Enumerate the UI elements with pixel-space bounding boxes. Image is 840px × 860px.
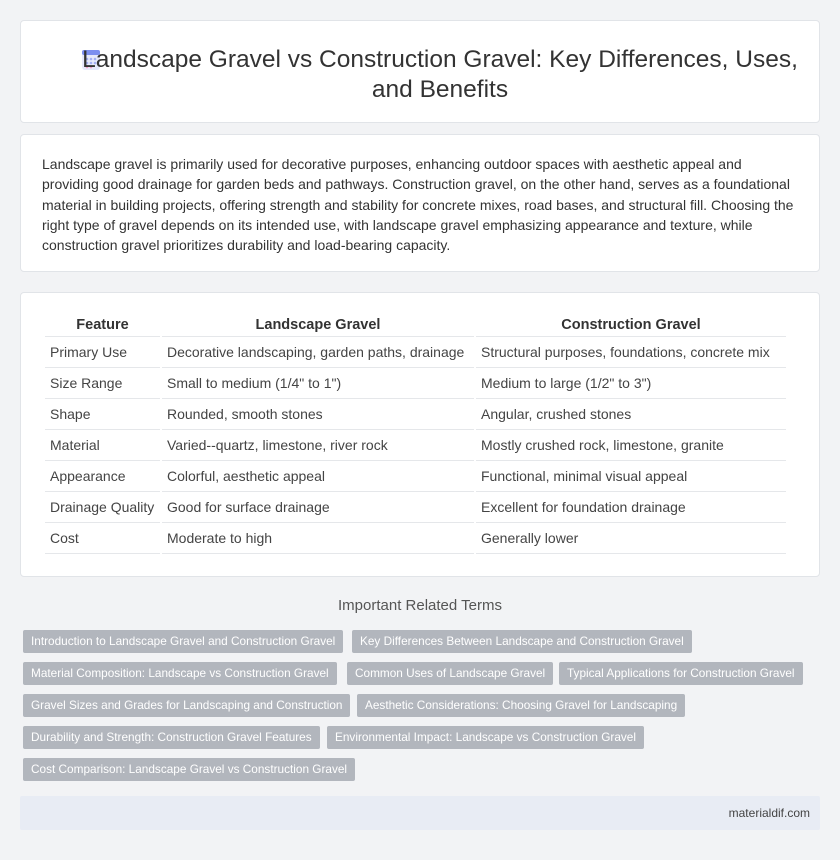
table-row: [45, 523, 786, 554]
table-cell: Medium to large (1/2" to 3"): [476, 368, 786, 399]
table-cell: Colorful, aesthetic appeal: [162, 461, 474, 492]
related-term-tag[interactable]: Common Uses of Landscape Gravel: [347, 662, 553, 685]
table-cell: Drainage Quality: [45, 492, 160, 523]
related-term-tag[interactable]: Cost Comparison: Landscape Gravel vs Construction Gravel: [23, 758, 355, 781]
table-row: [45, 337, 786, 368]
related-term-tag[interactable]: Introduction to Landscape Gravel and Construction Gravel: [23, 630, 343, 653]
table-cell: Size Range: [45, 368, 160, 399]
title-card: [20, 20, 820, 123]
table-cell: Appearance: [45, 461, 160, 492]
table-cell: Shape: [45, 399, 160, 430]
table-cell: Varied--quartz, limestone, river rock: [162, 430, 474, 461]
related-term-tag[interactable]: Material Composition: Landscape vs Construction Gravel: [23, 662, 337, 685]
page-title: Landscape Gravel vs Construction Gravel: Key Differences, Uses, and Benefits: [82, 46, 798, 103]
related-term-tag[interactable]: Aesthetic Considerations: Choosing Gravel for Landscaping: [357, 694, 685, 717]
table-cell: Small to medium (1/4" to 1"): [162, 368, 474, 399]
comparison-table-card: [20, 292, 820, 577]
table-cell: Cost: [45, 523, 160, 554]
footer-site-link[interactable]: materialdif.com: [728, 806, 810, 820]
table-cell: Angular, crushed stones: [476, 399, 786, 430]
table-header-landscape: Landscape Gravel: [162, 315, 474, 337]
table-row: [45, 461, 786, 492]
comparison-table: [43, 315, 788, 554]
table-cell: Excellent for foundation drainage: [476, 492, 786, 523]
intro-card: [20, 134, 820, 272]
table-header-construction: Construction Gravel: [476, 315, 786, 337]
table-header-row: [45, 315, 786, 337]
table-cell: Rounded, smooth stones: [162, 399, 474, 430]
table-cell: Generally lower: [476, 523, 786, 554]
table-cell: Good for surface drainage: [162, 492, 474, 523]
table-cell: Primary Use: [45, 337, 160, 368]
table-cell: Mostly crushed rock, limestone, granite: [476, 430, 786, 461]
related-term-tag[interactable]: Typical Applications for Construction Gravel: [559, 662, 803, 685]
table-cell: Moderate to high: [162, 523, 474, 554]
table-cell: Functional, minimal visual appeal: [476, 461, 786, 492]
related-term-tag[interactable]: Key Differences Between Landscape and Construction Gravel: [352, 630, 692, 653]
related-term-tag[interactable]: Environmental Impact: Landscape vs Construction Gravel: [327, 726, 644, 749]
table-row: [45, 399, 786, 430]
table-cell: Structural purposes, foundations, concrete mix: [476, 337, 786, 368]
table-row: [45, 430, 786, 461]
footer: [20, 796, 820, 830]
table-row: [45, 492, 786, 523]
related-terms-heading: Important Related Terms: [338, 597, 502, 614]
table-cell: Material: [45, 430, 160, 461]
related-term-tag[interactable]: Gravel Sizes and Grades for Landscaping and Construction: [23, 694, 350, 717]
related-term-tag[interactable]: Durability and Strength: Construction Gravel Features: [23, 726, 320, 749]
table-row: [45, 368, 786, 399]
table-header-feature: Feature: [45, 315, 160, 337]
table-cell: Decorative landscaping, garden paths, drainage: [162, 337, 474, 368]
intro-paragraph: Landscape gravel is primarily used for decorative purposes, enhancing outdoor spaces with aesthetic appeal and providing good drainage for garden beds and pathways. Construction gravel, on the other hand, serves as a foundational material in building projects, offering strength and stability for concrete mixes, road bases, and structural fill. Choosing the right type of gravel depends on its intended use, with landscape gravel emphasizing appearance and texture, while construction gravel prioritizes durability and load-bearing capacity.: [42, 156, 794, 254]
